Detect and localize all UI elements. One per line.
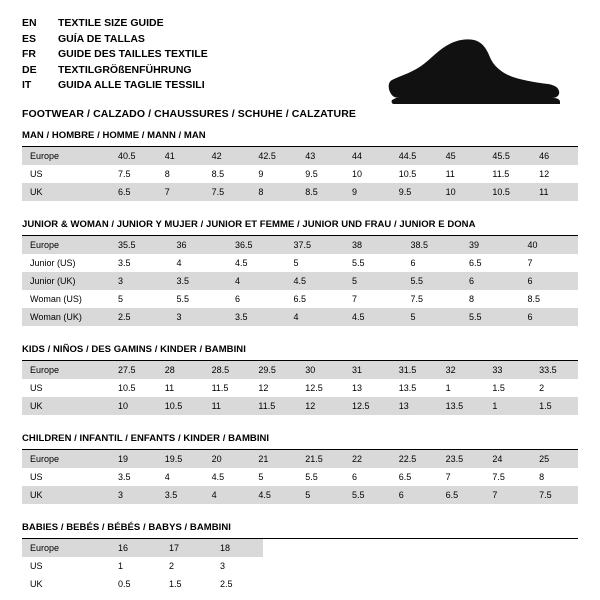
cell: 8.5 — [527, 294, 541, 304]
cell: 4 — [286, 308, 345, 326]
size-table-babies — [22, 539, 578, 593]
cell: 1.5 — [531, 397, 578, 415]
group-man — [22, 130, 578, 201]
group-title: BABIES / BEBÉS / BÉBÉS / BABYS / BAMBINI — [22, 522, 578, 539]
cell: 7.5 — [204, 183, 251, 201]
cell: 4 — [204, 486, 251, 504]
cell: 5.5 — [344, 486, 391, 504]
row-label: UK — [22, 183, 110, 201]
dress-shoe-icon — [382, 36, 562, 106]
language-code: ES — [22, 32, 37, 45]
cell: 3.5 — [227, 308, 286, 326]
language-title: TEXTILE SIZE GUIDE — [58, 17, 164, 29]
row-label: Europe — [22, 147, 110, 165]
group-title: CHILDREN / INFANTIL / ENFANTS / KINDER / BAMBINI — [22, 433, 578, 450]
cell: 4.5 — [211, 472, 225, 482]
cell: 13 — [351, 383, 362, 393]
cell: 12.5 — [305, 383, 323, 393]
cell: 11.5 — [211, 383, 229, 393]
cell: 5 — [344, 272, 403, 290]
cell: 6 — [461, 272, 520, 290]
cell: 7.5 — [118, 169, 131, 179]
cell: 13.5 — [438, 397, 485, 415]
size-table-junior-woman — [22, 236, 578, 326]
cell: 5.5 — [352, 258, 365, 268]
cell: 5 — [258, 472, 264, 482]
cell: 3.5 — [118, 472, 131, 482]
cell-spacer — [263, 575, 578, 593]
cell: 5 — [293, 258, 299, 268]
cell: 7.5 — [410, 294, 424, 304]
row-label: US — [30, 561, 43, 571]
cell: 9.5 — [305, 169, 318, 179]
table-row — [22, 486, 578, 504]
cell: 37.5 — [286, 236, 345, 254]
cell: 13 — [391, 397, 438, 415]
size-table-children — [22, 450, 578, 504]
cell: 28.5 — [204, 361, 251, 379]
language-code: IT — [22, 79, 32, 92]
cell: 6 — [520, 308, 579, 326]
language-code: DE — [22, 63, 37, 76]
language-title: GUÍA DE TALLAS — [58, 32, 145, 45]
cell: 4 — [227, 272, 286, 290]
cell: 39 — [461, 236, 520, 254]
cell: 11 — [445, 169, 455, 179]
cell: 6 — [410, 258, 416, 268]
cell: 9 — [258, 169, 264, 179]
cell: 8 — [250, 183, 297, 201]
cell: 46 — [531, 147, 578, 165]
row-label: Europe — [22, 539, 110, 557]
language-row — [22, 32, 208, 48]
cell: 11 — [204, 397, 251, 415]
cell: 12 — [297, 397, 344, 415]
cell: 4.5 — [344, 308, 403, 326]
row-label: Junior (UK) — [22, 272, 110, 290]
cell: 38.5 — [403, 236, 462, 254]
cell: 3 — [220, 561, 226, 571]
table-row — [22, 450, 578, 468]
cell: 12 — [258, 383, 269, 393]
table-row — [22, 272, 578, 290]
cell: 40 — [520, 236, 579, 254]
cell: 6 — [351, 472, 357, 482]
table-row — [22, 468, 578, 486]
cell: 3 — [110, 486, 157, 504]
table-row — [22, 183, 578, 201]
cell: 8 — [469, 294, 475, 304]
cell: 6.5 — [438, 486, 485, 504]
row-label: US — [30, 383, 43, 393]
size-table-man — [22, 147, 578, 201]
cell: 31 — [344, 361, 391, 379]
language-title: GUIDA ALLE TAGLIE TESSILI — [58, 79, 205, 92]
cell: 6 — [235, 294, 241, 304]
cell: 4.5 — [286, 272, 345, 290]
language-code: FR — [22, 48, 36, 61]
cell: 7 — [352, 294, 358, 304]
cell: 11.5 — [492, 169, 510, 179]
cell: 0.5 — [118, 579, 131, 589]
row-label: US — [30, 472, 43, 482]
cell: 22 — [344, 450, 391, 468]
group-title: KIDS / NIÑOS / DES GAMINS / KINDER / BAMBINI — [22, 344, 578, 361]
cell: 2 — [539, 383, 545, 393]
cell: 21 — [250, 450, 297, 468]
cell: 31.5 — [391, 361, 438, 379]
cell: 3 — [110, 272, 169, 290]
language-title-list — [22, 16, 208, 94]
cell: 6 — [391, 486, 438, 504]
cell: 17 — [161, 539, 212, 557]
group-babies — [22, 522, 578, 593]
cell: 3.5 — [157, 486, 204, 504]
cell: 5 — [118, 294, 124, 304]
table-row — [22, 165, 578, 183]
language-row — [22, 16, 208, 32]
cell: 45 — [438, 147, 485, 165]
cell: 12.5 — [344, 397, 391, 415]
cell: 18 — [212, 539, 263, 557]
language-row — [22, 78, 208, 94]
cell: 5.5 — [176, 294, 190, 304]
cell: 10 — [110, 397, 157, 415]
cell: 43 — [297, 147, 344, 165]
table-row — [22, 379, 578, 397]
cell: 4.5 — [235, 258, 248, 268]
cell: 45.5 — [484, 147, 531, 165]
cell: 12 — [539, 169, 550, 179]
cell: 7.5 — [531, 486, 578, 504]
cell: 7 — [157, 183, 204, 201]
cell: 1.5 — [169, 579, 182, 589]
row-label: Europe — [22, 361, 110, 379]
language-title: GUIDE DES TAILLES TEXTILE — [58, 48, 208, 61]
table-row — [22, 290, 578, 308]
cell: 3 — [169, 308, 228, 326]
cell: 5.5 — [461, 308, 520, 326]
cell: 9 — [344, 183, 391, 201]
row-label: Woman (US) — [30, 294, 82, 304]
cell: 7 — [445, 472, 451, 482]
page-title: FOOTWEAR / CALZADO / CHAUSSURES / SCHUHE / CALZATURE — [22, 107, 357, 120]
cell: 33.5 — [531, 361, 578, 379]
table-row — [22, 308, 578, 326]
cell: 6.5 — [110, 183, 157, 201]
cell: 33 — [484, 361, 531, 379]
table-row — [22, 361, 578, 379]
cell: 28 — [157, 361, 204, 379]
row-label: Europe — [22, 450, 110, 468]
cell: 6.5 — [293, 294, 307, 304]
row-label: UK — [22, 486, 110, 504]
cell: 22.5 — [391, 450, 438, 468]
cell: 35.5 — [110, 236, 169, 254]
table-row — [22, 557, 578, 575]
cell: 19.5 — [157, 450, 204, 468]
cell: 40.5 — [110, 147, 157, 165]
cell: 10.5 — [118, 383, 136, 393]
row-label: UK — [30, 579, 43, 589]
header — [22, 16, 578, 120]
cell-spacer — [263, 557, 578, 575]
cell: 10.5 — [398, 169, 417, 179]
cell: 10 — [438, 183, 485, 201]
table-row — [22, 575, 578, 593]
cell: 23.5 — [438, 450, 485, 468]
cell: 44 — [344, 147, 391, 165]
cell: 41 — [157, 147, 204, 165]
row-label: UK — [22, 397, 110, 415]
cell: 2.5 — [110, 308, 169, 326]
row-label: Europe — [22, 236, 110, 254]
cell: 9.5 — [391, 183, 438, 201]
table-row — [22, 397, 578, 415]
cell: 6.5 — [469, 258, 482, 268]
cell: 21.5 — [297, 450, 344, 468]
cell: 38 — [344, 236, 403, 254]
cell: 5.5 — [305, 472, 318, 482]
cell: 8.5 — [211, 169, 225, 179]
cell: 8.5 — [297, 183, 344, 201]
cell: 1 — [484, 397, 531, 415]
language-row — [22, 63, 208, 79]
cell: 20 — [204, 450, 251, 468]
cell: 7 — [484, 486, 531, 504]
group-title: JUNIOR & WOMAN / JUNIOR Y MUJER / JUNIOR ET FEMME / JUNIOR UND FRAU / JUNIOR E DONA — [22, 219, 578, 236]
cell: 30 — [297, 361, 344, 379]
cell: 27.5 — [110, 361, 157, 379]
cell: 36 — [169, 236, 228, 254]
cell: 1.5 — [492, 383, 505, 393]
cell: 5 — [297, 486, 344, 504]
cell: 44.5 — [391, 147, 438, 165]
cell: 5.5 — [403, 272, 462, 290]
cell: 7 — [527, 258, 533, 268]
table-row — [22, 254, 578, 272]
group-junior-woman — [22, 219, 578, 326]
cell: 5 — [403, 308, 462, 326]
cell: 32 — [438, 361, 485, 379]
row-label: Woman (UK) — [22, 308, 110, 326]
cell: 4 — [176, 258, 182, 268]
cell: 10.5 — [157, 397, 204, 415]
cell: 1 — [118, 561, 124, 571]
language-title: TEXTILGRÖßENFÜHRUNG — [58, 63, 192, 76]
cell: 8 — [539, 472, 545, 482]
cell: 16 — [110, 539, 161, 557]
language-code: EN — [22, 17, 37, 29]
cell: 2.5 — [220, 579, 233, 589]
cell: 4 — [164, 472, 170, 482]
cell: 6.5 — [398, 472, 412, 482]
cell: 8 — [164, 169, 170, 179]
table-row — [22, 236, 578, 254]
cell: 3.5 — [169, 272, 228, 290]
size-table-kids — [22, 361, 578, 415]
cell: 2 — [169, 561, 175, 571]
cell: 10.5 — [484, 183, 531, 201]
table-row — [22, 539, 578, 557]
group-title: MAN / HOMBRE / HOMME / MANN / MAN — [22, 130, 578, 147]
cell: 42.5 — [250, 147, 297, 165]
group-kids — [22, 344, 578, 415]
cell: 13.5 — [398, 383, 417, 393]
cell: 24 — [484, 450, 531, 468]
cell: 1 — [445, 383, 451, 393]
cell: 42 — [204, 147, 251, 165]
cell: 10 — [351, 169, 362, 179]
cell-spacer — [263, 539, 578, 557]
cell: 29.5 — [250, 361, 297, 379]
cell: 11.5 — [250, 397, 297, 415]
cell: 6 — [520, 272, 579, 290]
cell: 3.5 — [118, 258, 131, 268]
row-label: Junior (US) — [30, 258, 76, 268]
group-children — [22, 433, 578, 504]
table-row — [22, 147, 578, 165]
cell: 7.5 — [492, 472, 505, 482]
row-label: US — [30, 169, 43, 179]
cell: 25 — [531, 450, 578, 468]
language-row — [22, 47, 208, 63]
cell: 19 — [110, 450, 157, 468]
cell: 11 — [531, 183, 578, 201]
cell: 4.5 — [250, 486, 297, 504]
cell: 36.5 — [227, 236, 286, 254]
cell: 11 — [164, 383, 175, 393]
